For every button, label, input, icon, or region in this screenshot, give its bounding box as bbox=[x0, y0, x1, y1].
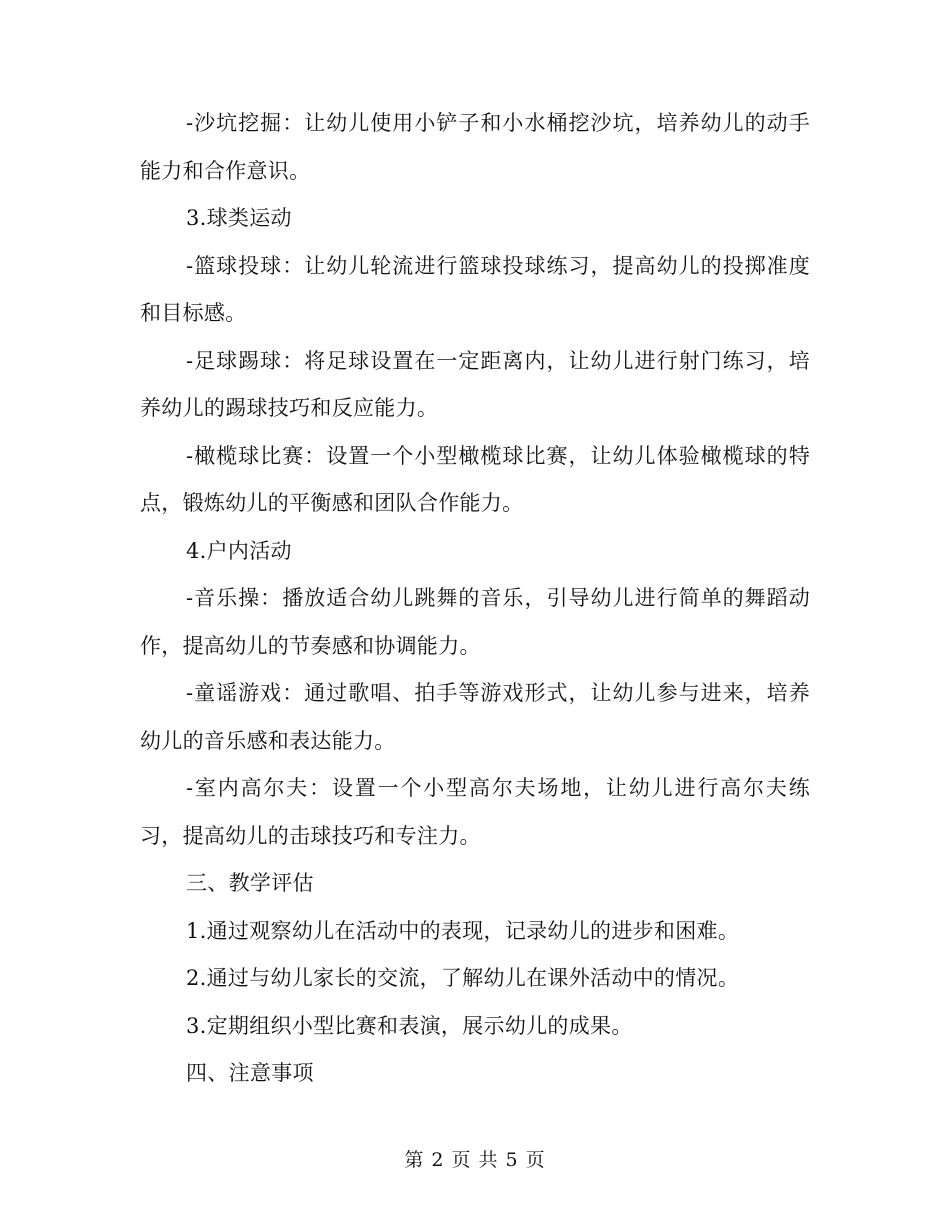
document-body bbox=[140, 100, 810, 1098]
paragraph-evaluation-2: 2.通过与幼儿家长的交流，了解幼儿在课外活动中的情况。 bbox=[186, 966, 740, 990]
paragraph-rugby: -橄榄球比赛：设置一个小型橄榄球比赛，让幼儿体验橄榄球的特点，锻炼幼儿的平衡感和团队合作能力。 bbox=[140, 443, 810, 515]
heading-teaching-evaluation: 三、教学评估 bbox=[186, 871, 314, 895]
heading-indoor-activities: 4.户内活动 bbox=[186, 538, 292, 563]
paragraph-sandpit: -沙坑挖掘：让幼儿使用小铲子和小水桶挖沙坑，培养幼儿的动手能力和合作意识。 bbox=[140, 111, 810, 183]
page-number-footer: 第 2 页 共 5 页 bbox=[404, 1149, 546, 1171]
paragraph-evaluation-3: 3.定期组织小型比赛和表演，展示幼儿的成果。 bbox=[186, 1013, 633, 1038]
heading-ball-sports: 3.球类运动 bbox=[186, 206, 292, 230]
paragraph-nursery-rhyme-game: -童谣游戏：通过歌唱、拍手等游戏形式，让幼儿参与进来，培养幼儿的音乐感和表达能力。 bbox=[140, 681, 810, 753]
paragraph-football: -足球踢球：将足球设置在一定距离内，让幼儿进行射门练习，培养幼儿的踢球技巧和反应能力。 bbox=[140, 348, 810, 420]
heading-notes: 四、注意事项 bbox=[186, 1061, 314, 1085]
paragraph-music-exercise: -音乐操：播放适合幼儿跳舞的音乐，引导幼儿进行简单的舞蹈动作，提高幼儿的节奏感和协调能力。 bbox=[140, 586, 810, 658]
paragraph-evaluation-1: 1.通过观察幼儿在活动中的表现，记录幼儿的进步和困难。 bbox=[186, 918, 740, 943]
paragraph-basketball: -篮球投球：让幼儿轮流进行篮球投球练习，提高幼儿的投掷准度和目标感。 bbox=[140, 253, 810, 325]
paragraph-indoor-golf: -室内高尔夫：设置一个小型高尔夫场地，让幼儿进行高尔夫练习，提高幼儿的击球技巧和专注力。 bbox=[140, 776, 810, 848]
